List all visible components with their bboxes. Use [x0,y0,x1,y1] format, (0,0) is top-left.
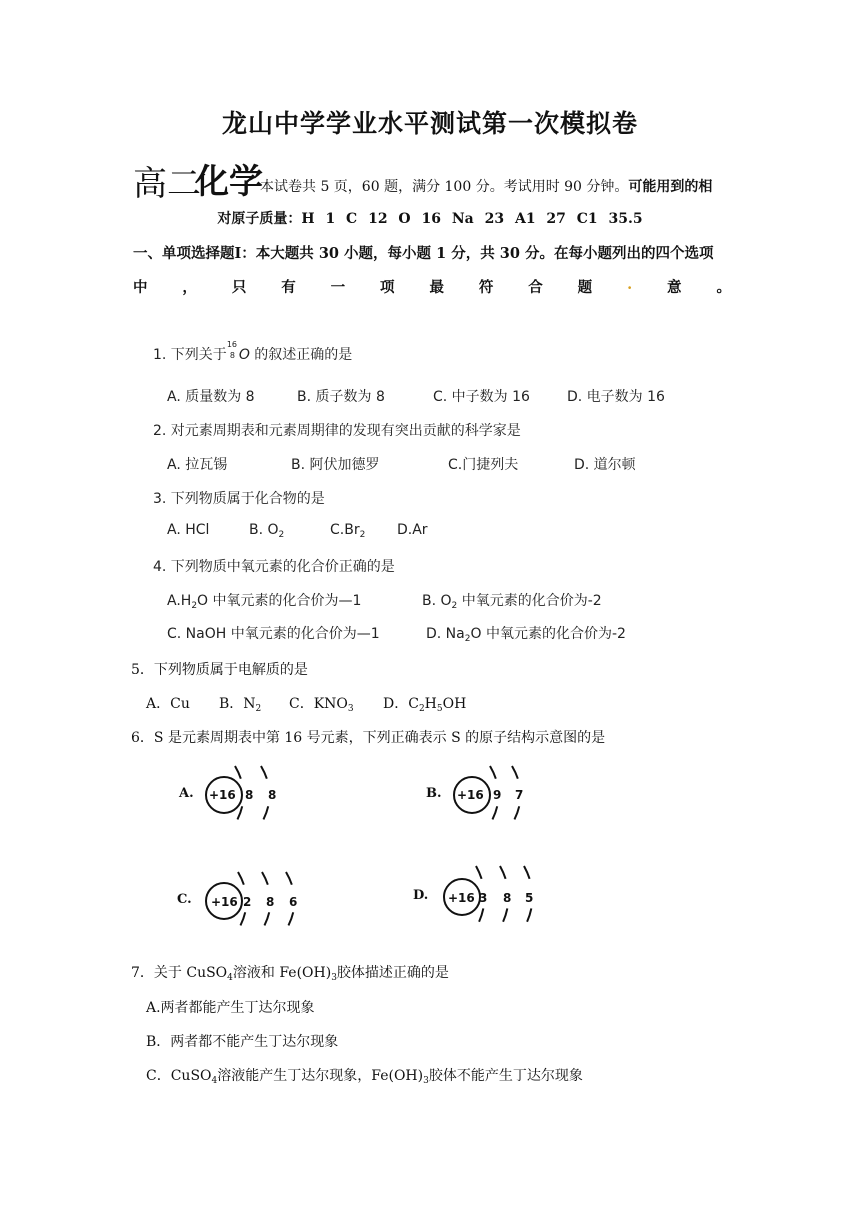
oxygen-nuclide [226,340,239,362]
subscript: 3 [423,1076,429,1086]
q7-text-pre: 7．关于 CuSO [131,965,228,981]
nucleus-charge: +16 [209,788,236,802]
shell-electrons: 7 [515,788,524,802]
q1-suffix: 的叙述正确的是 [249,347,353,363]
diagram-b-label: B. [426,786,442,801]
q5-option-b-text: B．N [219,696,256,712]
subscript: 2 [359,530,366,540]
section-char: 。 [716,279,731,296]
section-char: 题 [577,279,593,296]
q3-option-c-text: C.Br [330,522,360,538]
shell-electrons: 8 [503,891,512,905]
question-4: 4. 下列物质中氧元素的化合价正确的是 [153,559,395,575]
q7-text-mid: 溶液和 Fe(OH) [232,965,332,981]
q2-option-c: C.门捷列夫 [448,457,519,473]
shell-electrons: 9 [493,788,502,802]
subscript: 3 [331,973,337,983]
q5-option-d-mid: H [424,696,437,712]
shell-electrons: 5 [525,891,534,905]
section-char: 合 [528,279,543,296]
section-char: 最 [429,279,444,296]
nucleus-charge: +16 [211,895,238,909]
section-char: 一 [330,279,346,296]
q4-option-a-rest: O 中氧元素的化合价为—1 [197,593,362,609]
question-6: 6．S 是元素周期表中第 16 号元素，下列正确表示 S 的原子结构示意图的是 [131,730,606,746]
section-char: 有 [281,279,296,296]
q4-option-a-text: A.H [167,593,192,609]
nucleus-charge: +16 [448,891,475,905]
question-7 [131,962,449,982]
q7-option-b: B．两者都不能产生丁达尔现象 [146,1034,339,1050]
shell-electrons: 3 [479,891,488,905]
shell-electrons: 8 [266,895,275,909]
q5-option-b [219,693,261,713]
q1-option-c: C. 中子数为 16 [433,389,530,405]
subscript: 5 [436,704,443,714]
section-heading: 一、单项选择题Ⅰ：本大题共 30 小题，每小题 1 分，共 30 分。在每小题列出的四个选项 [133,245,714,262]
q7-option-c [146,1065,583,1085]
q3-option-b [249,522,284,538]
q2-option-d: D. 道尔顿 [574,457,636,473]
exam-title: 龙山中学学业水平测试第一次模拟卷 [221,109,638,138]
shell-electrons: 6 [289,895,298,909]
question-1 [153,340,353,364]
q4-option-d-rest: O 中氧元素的化合价为-2 [470,626,626,642]
diagram-d-label: D. [413,888,429,903]
section-char: . [627,276,633,293]
q5-option-d-text: D．C [383,696,419,712]
question-3: 3. 下列物质属于化合物的是 [153,491,325,507]
q5-option-c-text: C．KNO [289,696,348,712]
atomic-mass-line: 对原子质量：H 1 C 12 O 16 Na 23 A1 27 C1 35.5 [217,211,643,227]
section-char: ， [182,279,197,296]
subscript: 3 [347,704,354,714]
q4-option-d [426,623,626,643]
shell-electrons: 8 [245,788,254,802]
q7-option-c-mid: 溶液能产生丁达尔现象，Fe(OH) [217,1068,424,1084]
q5-option-c [289,693,354,713]
subscript: 2 [278,530,285,540]
question-2: 2. 对元素周期表和元素周期律的发现有突出贡献的科学家是 [153,423,521,439]
q7-option-c-pre: C．CuSO [146,1068,212,1084]
atom-diagram-c [200,864,310,934]
subscript: 4 [227,973,233,983]
shell-electrons: 2 [243,895,252,909]
section-char: 意 [667,279,682,296]
atom-diagram-a [200,758,300,828]
intro-text: 本试卷共 5 页，60 题，满分 100 分。考试用时 90 分钟。 [260,179,629,195]
atom-diagram-d [438,860,548,930]
subject-name: 化学 [195,162,263,202]
q5-option-d-end: OH [442,696,467,712]
atom-diagram-b [448,758,548,828]
q4-option-b-rest: 中氧元素的化合价为-2 [457,593,602,609]
subscript: 4 [211,1076,218,1086]
q5-option-a: A．Cu [146,696,190,712]
shell-electrons: 8 [268,788,277,802]
q4-option-b-text: B. O [422,593,452,609]
section-char: 项 [380,279,395,296]
subscript: 2 [191,601,198,611]
subscript: 2 [451,601,458,611]
section-char: 中 [133,279,148,296]
subject-prefix: 高二 [133,164,201,204]
q2-option-b: B. 阿伏加德罗 [291,457,380,473]
q1-option-b: B. 质子数为 8 [297,389,385,405]
q1-option-d: D. 电子数为 16 [567,389,665,405]
section-char: 符 [478,279,494,296]
q4-option-d-text: D. Na [426,626,465,642]
q4-option-b [422,590,602,610]
q1-option-a: A. 质量数为 8 [167,389,255,405]
q3-option-c [330,522,365,538]
q1-prefix: 1. 下列关于 [153,347,227,363]
subscript: 2 [464,634,471,644]
q7-option-a: A.两者都能产生丁达尔现象 [146,1000,315,1016]
atomic-number: 8 [229,351,235,360]
q7-option-c-post: 胶体不能产生丁达尔现象 [428,1068,583,1084]
q3-option-d: D.Ar [397,522,428,538]
diagram-a-label: A. [179,786,194,801]
subscript: 2 [418,704,425,714]
nucleus-charge: +16 [457,788,484,802]
section-char: 只 [231,279,247,296]
exam-intro [260,176,712,196]
question-5: 5．下列物质属于电解质的是 [131,662,308,678]
q4-option-c: C. NaOH 中氧元素的化合价为—1 [167,626,380,642]
mass-number: 16 [226,340,237,349]
q5-option-d [383,693,466,713]
q4-option-a [167,590,361,610]
q3-option-a: A. HCl [167,522,210,538]
q3-option-b-text: B. O [249,522,279,538]
subscript: 2 [255,704,262,714]
section-heading-line2 [133,276,731,297]
diagram-c-label: C. [177,892,192,907]
q2-option-a: A. 拉瓦锡 [167,457,228,473]
element-symbol: O [238,347,250,363]
intro-bold-text: 可能用到的相 [628,179,713,195]
q7-text-post: 胶体描述正确的是 [336,965,449,981]
